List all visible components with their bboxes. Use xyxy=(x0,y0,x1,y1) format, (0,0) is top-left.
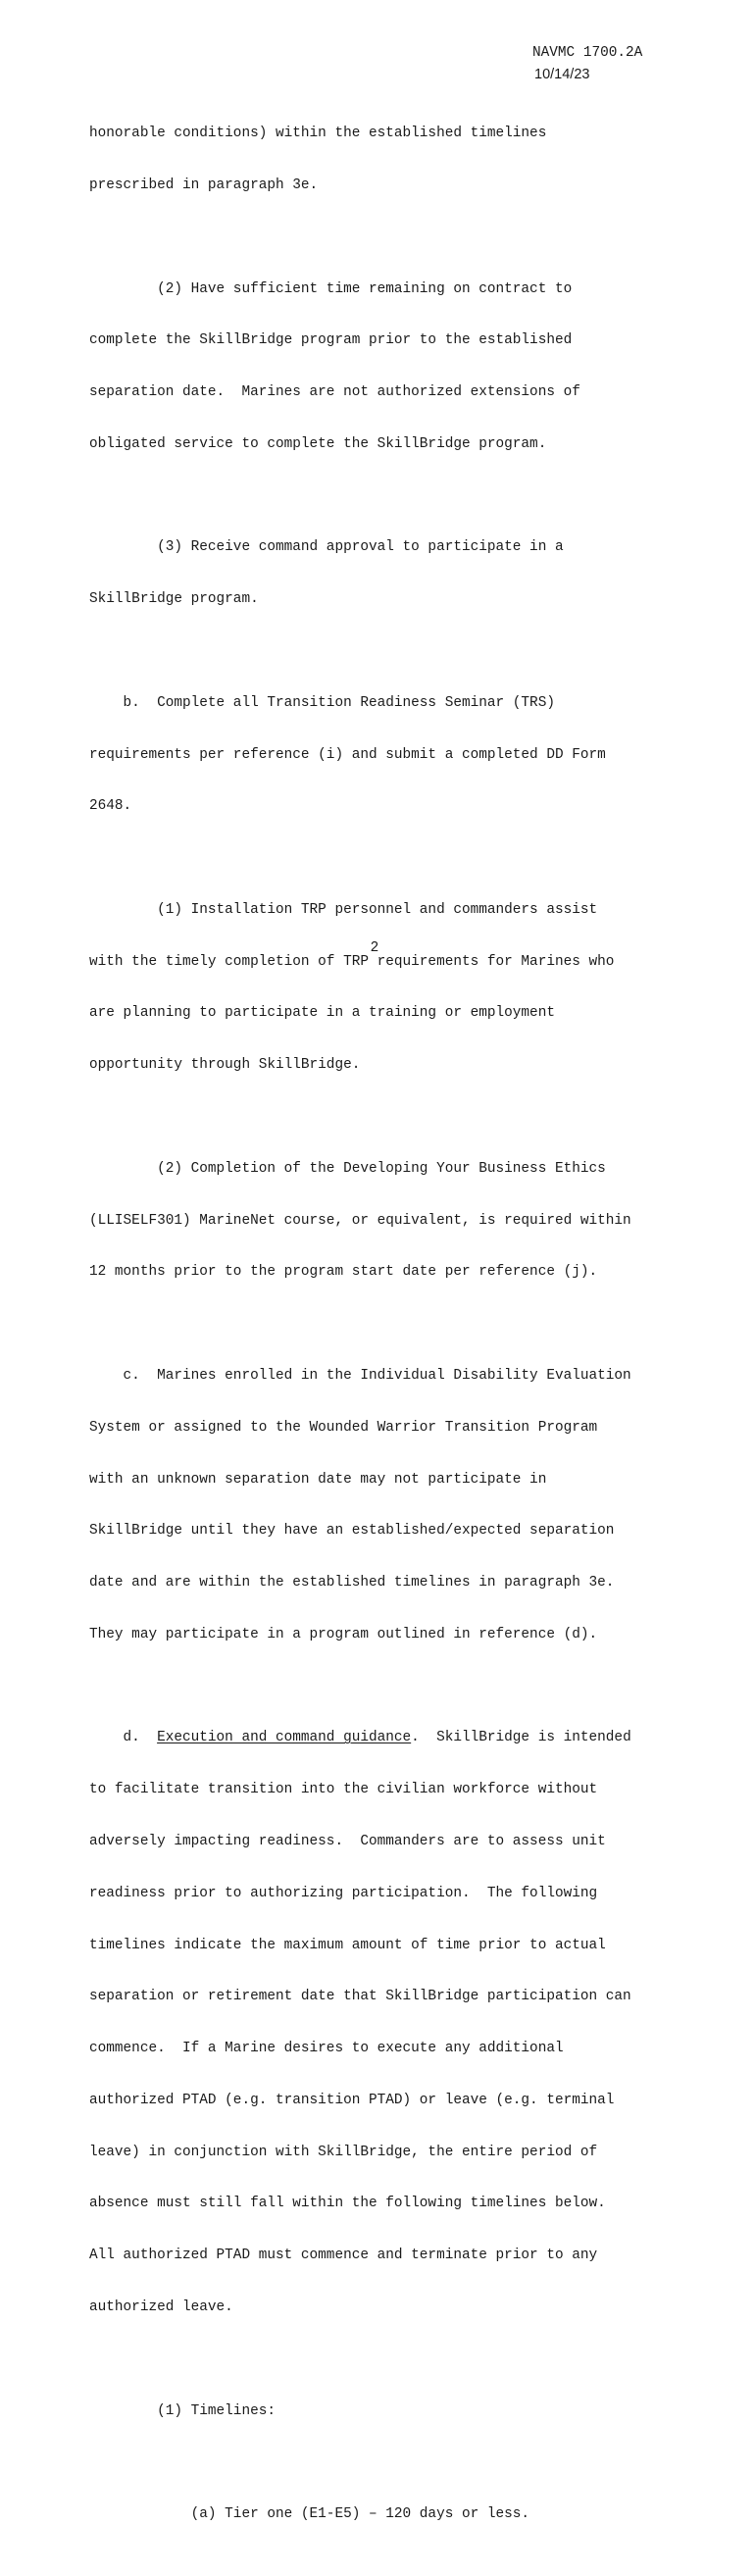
text-line: adversely impacting readiness. Commanders are to assess unit xyxy=(89,1833,606,1849)
text-line: timelines indicate the maximum amount of time prior to actual xyxy=(89,1937,606,1953)
text-line: opportunity through SkillBridge. xyxy=(89,1057,361,1074)
text-line: (1) Timelines: xyxy=(89,2402,276,2419)
text-line: separation or retirement date that SkillBridge participation can xyxy=(89,1989,631,2005)
paragraph-c xyxy=(89,1334,687,1679)
document-identifier: NAVMC 1700.2A xyxy=(532,45,643,61)
text-line: absence must still fall within the following timelines below. xyxy=(89,2196,606,2212)
text-line: 2648. xyxy=(89,798,132,815)
text-line: (3) Receive command approval to participate in a xyxy=(89,539,564,556)
paragraph-d-1-a xyxy=(89,2472,687,2558)
text-line: are planning to participate in a training or employment xyxy=(89,1005,555,1022)
text-line: with an unknown separation date may not participate in xyxy=(89,1471,547,1488)
text-line: b. Complete all Transition Readiness Seminar (TRS) xyxy=(89,694,555,711)
text-line: authorized PTAD (e.g. transition PTAD) or leave (e.g. terminal xyxy=(89,2092,615,2108)
paragraph-b xyxy=(89,661,687,851)
text-line: requirements per reference (i) and submit a completed DD Form xyxy=(89,746,606,763)
paragraph-b-1 xyxy=(89,868,687,1109)
paragraph-continuation xyxy=(89,91,687,229)
text-line: readiness prior to authorizing participation. The following xyxy=(89,1885,598,1901)
paragraph-d-prefix: d. xyxy=(89,1730,158,1746)
text-line: separation date. Marines are not authorized extensions of xyxy=(89,384,580,401)
text-line: (2) Have sufficient time remaining on contract to xyxy=(89,280,573,297)
paragraph-d-heading: Execution and command guidance xyxy=(157,1730,412,1746)
text-line: (2) Completion of the Developing Your Business Ethics xyxy=(89,1160,606,1177)
text-line: (LLISELF301) MarineNet course, or equivalent, is required within xyxy=(89,1212,631,1229)
text-line xyxy=(89,1730,687,1747)
text-line: (a) Tier one (E1-E5) – 120 days or less. xyxy=(89,2506,530,2523)
text-line: obligated service to complete the SkillBridge program. xyxy=(89,435,547,452)
page-number-value: 2 xyxy=(370,940,379,956)
text-line: c. Marines enrolled in the Individual Disability Evaluation xyxy=(89,1367,631,1384)
text-line: with the timely completion of TRP requirements for Marines who xyxy=(89,953,615,970)
text-line: They may participate in a program outlined in reference (d). xyxy=(89,1626,598,1642)
paragraph-a-2 xyxy=(89,246,687,487)
text-line: leave) in conjunction with SkillBridge, the entire period of xyxy=(89,2144,598,2160)
document-body xyxy=(89,91,687,2576)
text-line: authorized leave. xyxy=(89,2299,233,2315)
paragraph-d xyxy=(89,1695,687,2351)
page-number xyxy=(0,940,755,958)
paragraph-d-suffix: . SkillBridge is intended xyxy=(411,1730,631,1746)
paragraph-b-2 xyxy=(89,1127,687,1317)
text-line: commence. If a Marine desires to execute any additional xyxy=(89,2041,564,2057)
text-line: 12 months prior to the program start date per reference (j). xyxy=(89,1264,598,1281)
text-line: System or assigned to the Wounded Warrior Transition Program xyxy=(89,1419,598,1436)
paragraph-a-3 xyxy=(89,505,687,643)
text-line: (1) Installation TRP personnel and commanders assist xyxy=(89,901,598,918)
text-line: complete the SkillBridge program prior to the established xyxy=(89,332,573,349)
text-line: prescribed in paragraph 3e. xyxy=(89,177,319,193)
text-line: to facilitate transition into the civilian workforce without xyxy=(89,1782,598,1798)
text-line: honorable conditions) within the established timelines xyxy=(89,126,547,142)
text-line: date and are within the established timelines in paragraph 3e. xyxy=(89,1575,615,1591)
text-line: SkillBridge until they have an established/expected separation xyxy=(89,1523,615,1540)
text-line: All authorized PTAD must commence and terminate prior to any xyxy=(89,2248,598,2264)
paragraph-d-1 xyxy=(89,2368,687,2454)
text-line: SkillBridge program. xyxy=(89,591,259,608)
document-date: 10/14/23 xyxy=(534,67,590,82)
